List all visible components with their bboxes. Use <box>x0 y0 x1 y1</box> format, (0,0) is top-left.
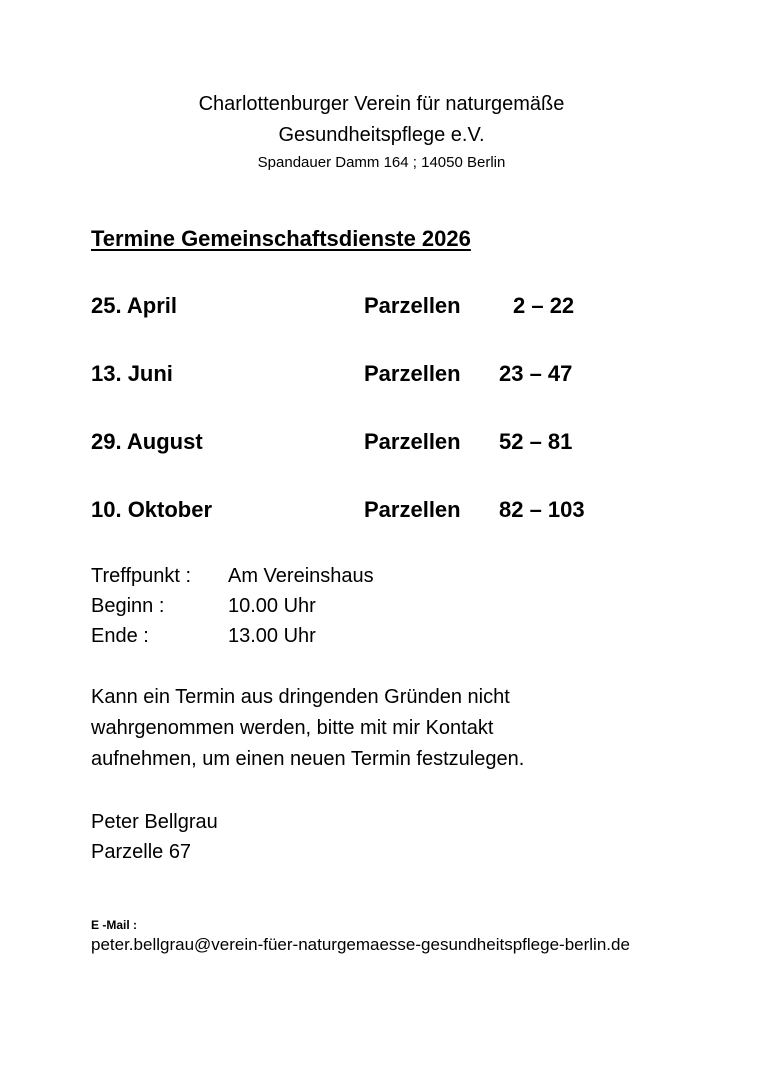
note-line: Kann ein Termin aus dringenden Gründen nicht <box>91 686 510 708</box>
organization-name-line2: Gesundheitspflege e.V. <box>278 124 485 146</box>
schedule-plot-range: 2 – 22 <box>513 293 575 318</box>
schedule-label: Parzellen <box>364 497 461 522</box>
email-label: E -Mail : <box>91 918 138 932</box>
meeting-point-value: Am Vereinshaus <box>228 565 374 587</box>
schedule-label: Parzellen <box>364 361 461 386</box>
schedule-row <box>0 426 763 458</box>
end-time-label: Ende : <box>91 625 149 647</box>
note-line: aufnehmen, um einen neuen Termin festzulegen. <box>91 748 525 770</box>
reschedule-note <box>91 682 691 775</box>
signature-name: Peter Bellgrau <box>91 811 218 833</box>
schedule-label: Parzellen <box>364 429 461 454</box>
schedule-row <box>0 494 763 526</box>
schedule-plot-range: 82 – 103 <box>499 497 585 522</box>
meeting-point-row <box>0 562 763 590</box>
schedule-row <box>0 290 763 322</box>
start-time-value: 10.00 Uhr <box>228 595 316 617</box>
start-time-label: Beginn : <box>91 595 165 617</box>
schedule-plot-range: 52 – 81 <box>499 429 573 454</box>
email-address[interactable]: peter.bellgrau@verein-füer-naturgemaesse-gesundheitspflege-berlin.de <box>91 935 630 954</box>
schedule-date: 25. April <box>91 293 177 318</box>
schedule-row <box>0 358 763 390</box>
schedule-date: 10. Oktober <box>91 497 213 522</box>
document-title: Termine Gemeinschaftsdienste 2026 <box>91 226 471 251</box>
end-time-value: 13.00 Uhr <box>228 625 316 647</box>
schedule-plot-range: 23 – 47 <box>499 361 573 386</box>
meeting-point-label: Treffpunkt : <box>91 565 192 587</box>
organization-address: Spandauer Damm 164 ; 14050 Berlin <box>257 154 506 171</box>
signature-plot: Parzelle 67 <box>91 841 192 863</box>
start-time-row <box>0 592 763 620</box>
schedule-date: 29. August <box>91 429 203 454</box>
schedule-label: Parzellen <box>364 293 461 318</box>
organization-name-line1: Charlottenburger Verein für naturgemäße <box>198 93 565 115</box>
schedule-date: 13. Juni <box>91 361 173 386</box>
note-line: wahrgenommen werden, bitte mit mir Kontakt <box>91 717 494 739</box>
end-time-row <box>0 622 763 650</box>
